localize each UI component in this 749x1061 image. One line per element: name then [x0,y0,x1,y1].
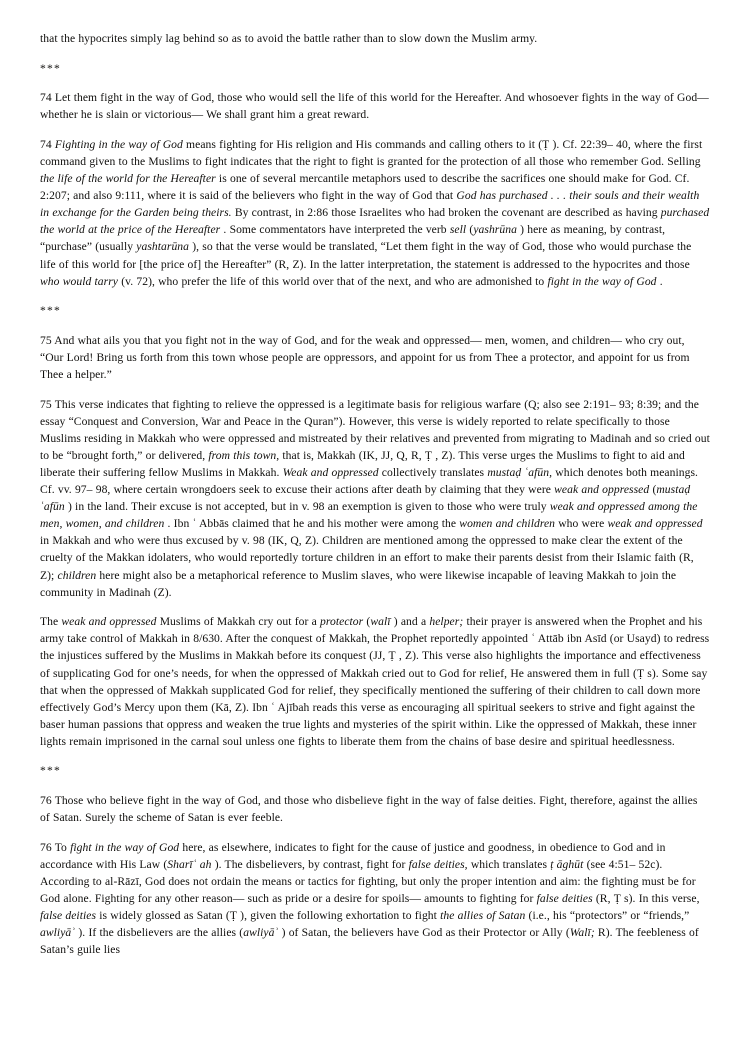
emphasis-run: awliyāʾ [40,926,76,940]
emphasis-run: women and children [459,517,556,531]
text-run: that is, Makkah (IK, JJ, Q, R, Ṭ , Z). This verse urges the Muslims to fight to aid and liberate their suffering fellow Muslims in Makkah. [40,448,685,479]
body-paragraph [40,30,710,47]
emphasis-run: fight in the way of God [70,840,180,854]
text-run: To [54,840,71,854]
commentary-text [40,136,710,290]
section-separator: *** [40,304,61,318]
text-run: . [656,274,663,288]
emphasis-run: weak and oppressed among the men, women, and children [40,500,698,531]
emphasis-run: false deities, [408,857,468,871]
text-run: ), so that the verse would be translated, “Let them fight in the way of God, those who would purchase the life of this world for [the price of] the Hereafter” (R, Z). In the latter interpretation, the statement is addressed to the hypocrites and those [40,240,692,271]
commentary-text [40,839,710,959]
emphasis-run: Fighting in the way of God [54,137,183,151]
text-run: 74 Let them fight in the way of God, those who would sell the life of this world for the Hereafter. And whosoever fights in the way of God— whether he is slain or victorious— We shall grant him a great reward. [40,91,709,122]
page-content [40,30,710,958]
emphasis-run: Walī; [569,926,595,940]
text-run: collectively translates [378,465,488,479]
emphasis-run: walī [370,615,391,629]
text-run: ( [466,223,474,237]
emphasis-run: awliyāʾ [243,926,279,940]
text-run: here, as elsewhere, indicates to fight for the cause of justice and goodness, in obedience to God and in accordance with His Law ( [40,840,666,871]
emphasis-run: false deities [536,892,593,906]
text-run: ) in the land. Their excuse is not accepted, but in v. 98 an exemption is given to those who were truly [64,500,550,514]
verse-text [40,792,710,826]
text-run: who were [555,517,608,531]
emphasis-run: purchased the world at the price of the Hereafter [40,206,710,237]
text-run: . Ibn ʿ Abbās claimed that he and his mother were among the [164,517,460,531]
text-run: (v. 72), who prefer the life of this world over that of the next, and who are admonished to [118,274,548,288]
text-run: is widely glossed as Satan (Ṭ ), given the following exhortation to fight [96,909,441,923]
text-run: (R, Ṭ s). In this verse, [592,892,700,906]
emphasis-run: sell [449,223,467,237]
emphasis-run: fight in the way of God [547,274,657,288]
text-run: that the hypocrites simply lag behind so as to avoid the battle rather than to slow down the Muslim army. [40,32,538,45]
emphasis-run: the allies of Satan [440,909,526,923]
verse-text [40,89,710,123]
verse-text [40,332,710,383]
emphasis-run: yashtarūna [136,240,190,254]
commentary-text [40,396,710,601]
text-run: ). The disbelievers, by contrast, fight for [211,857,409,871]
emphasis-run: who would tarry [40,274,118,288]
text-run: (see 4:51– 52c). According to al-Rāzī, God does not ordain the means or tactics for fighting, but only the proper intention and aim: the fighting must be for God alone. Fighting for any other reason— such as pride or a desire for spoils— amounts to fighting for [40,857,696,906]
text-run: ) here as meaning, by contrast, “purchase” (usually [40,223,666,254]
section-separator: *** [40,61,61,75]
emphasis-run: weak and oppressed [61,615,157,629]
text-run: (i.e., his “protectors” or “friends,” [525,909,690,923]
emphasis-run: weak and oppressed [607,517,703,531]
emphasis-run: yashrūna [473,223,517,237]
emphasis-run: ṭ āghūt [550,857,584,871]
emphasis-run: children [57,568,97,582]
text-run: This verse indicates that fighting to relieve the oppressed is a legitimate basis for religious warfare (Q; also see 2:191– 93; 8:39; and the essay “Conquest and Conversion, War and Peace in the Quran”). However, this verse is widely reported to relate specifically to those Muslims residing in Makkah who were oppressed and mistreated by their relatives and prevented from migrating to Madinah and so cried out to be “brought forth,” or delivered, [40,397,710,462]
text-run: R). The feebleness of Satan’s guile lies [40,926,699,957]
emphasis-run: Sharīʿ ah [167,857,212,871]
text-run: By contrast, in 2:86 those Israelites who had broken the covenant are described as having [231,206,661,220]
emphasis-run: helper; [429,615,464,629]
text-run: The [40,615,62,629]
body-paragraph [40,613,710,750]
text-run: ) of Satan, the believers have God as their Protector or Ally ( [278,926,570,940]
emphasis-run: weak and oppressed [554,483,650,497]
text-run: ). If the disbelievers are the allies ( [75,926,244,940]
text-run: . Some commentators have interpreted the verb [220,223,450,237]
emphasis-run: protector [319,615,364,629]
emphasis-run: from this town, [208,448,280,462]
text-run: ( [649,483,657,497]
text-run: here might also be a metaphorical reference to Muslim slaves, who were likewise incapable of leaving Makkah to join the community in Madinah (Z). [40,568,677,599]
text-run: which translates [467,857,551,871]
emphasis-run: the life of the world for the Hereafter [40,172,216,186]
text-run: which denotes both meanings. Cf. vv. 97– 98, where certain wrongdoers seek to excuse their actions after death by claiming that they were [40,465,698,497]
text-run: is one of several mercantile metaphors used to describe the sacrifices one should make for God. Cf. 2:207; and also 9:111, where it is said of the believers who fight in the way of God that [40,172,690,203]
text-run: in Makkah and who were thus excused by v. 98 (IK, Q, Z). Children are mentioned among the oppressed to make clear the extent of the cruelty of the Makkan idolaters, who would reportedly torture children in an effort to make their parents desist from their Islamic faith (R, Z); [40,534,694,582]
text-run: 75 [40,397,52,411]
text-run: 76 Those who believe fight in the way of God, and those who disbelieve fight in the way of false deities. Fight, therefore, against the allies of Satan. Surely the scheme of Satan is ever feeble. [40,794,698,825]
text-run: 76 [40,840,52,854]
section-separator: *** [40,764,61,778]
emphasis-run: Weak and oppressed [282,465,379,479]
text-run: ) and a [390,615,430,629]
emphasis-run: mustaḍ ʿafūn, [487,465,553,479]
text-run: means fighting for His religion and His commands and calling others to it (Ṭ ). Cf. 22:39– 40, where the first command given to the Muslims to fight indicates that the right to fight is granted for the protection of all those who remember God. Selling [40,137,703,168]
emphasis-run: God has purchased . . . their souls and their wealth in exchange for the Garden being theirs. [40,189,700,220]
text-run: 75 And what ails you that you fight not in the way of God, and for the weak and oppressed— men, women, and children— who cry out, “Our Lord! Bring us forth from this town whose people are oppressors, and appoint for us from Thee a protector, and appoint for us from Thee a helper.” [40,333,690,381]
emphasis-run: false deities [40,909,97,923]
emphasis-run: mustaḍ ʿafūn [40,483,691,514]
text-run: ( [363,615,371,629]
text-run: 74 [40,137,52,151]
text-run: their prayer is answered when the Prophet and his army take control of Makkah in 8/630. After the conquest of Makkah, the Prophet reportedly appointed ʿ Attāb ibn Asīd (or Usayd) to redress the injustices suffered by the Muslims in Makkah before its conquest (JJ, Ṭ , Z). This verse also highlights the importance and effectiveness of supplicating God for one’s needs, for when the oppressed of Makkah cried out to God for relief, He answered them in full (Ṭ s). Some say that when the oppressed of Makkah supplicated God for relief, they specifically mentioned the suffering of their children to call down more effectively God’s Mercy upon them (Kā, Z). Ibn ʿ Ajībah reads this verse as encouraging all spiritual seekers to strive and fight against the baser human passions that oppress and weaken the true lights and mysteries of the spirit within. Like the oppressed of Makkah, these inner lights remain imprisoned in the carnal soul unless one fights to liberate them from the chains of base desire and spiritual heedlessness. [40,615,710,748]
text-run: Muslims of Makkah cry out for a [156,615,320,629]
